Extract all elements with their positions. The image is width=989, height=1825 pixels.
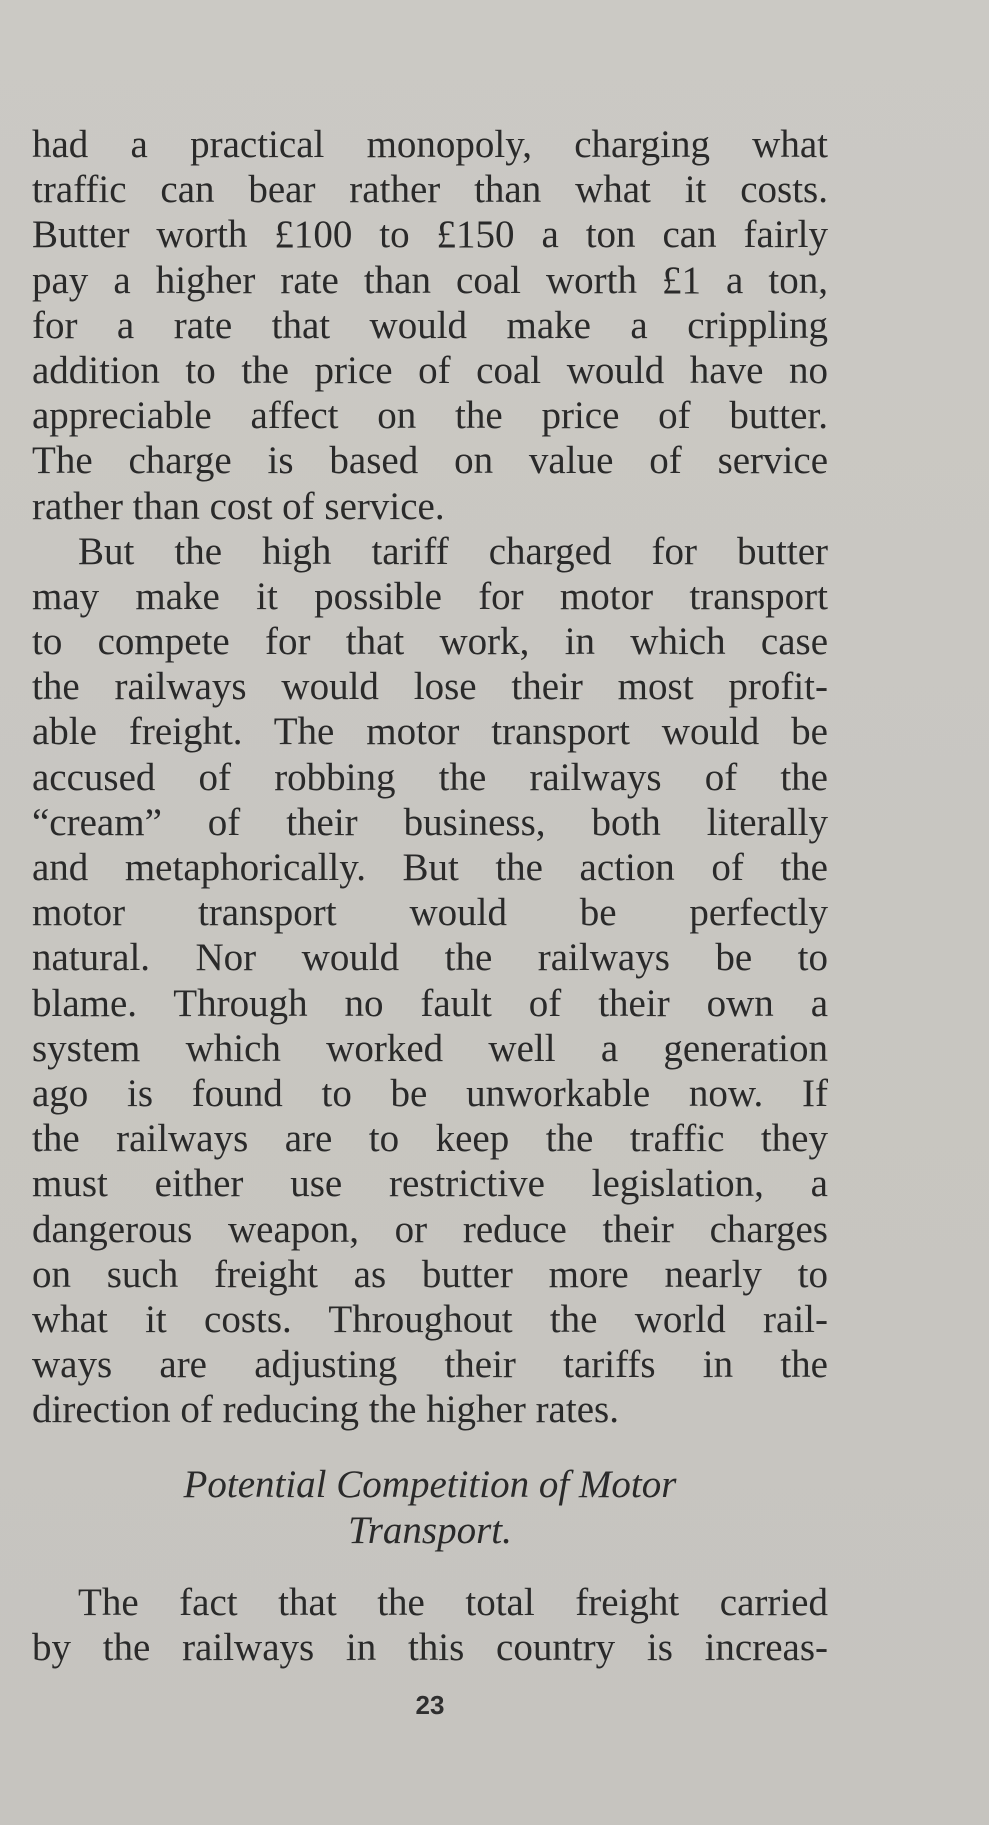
text-line: had a practical monopoly, charging what: [32, 123, 828, 166]
text-line: the railways would lose their most profit-: [32, 665, 828, 709]
section-heading-line: Transport.: [348, 1509, 512, 1552]
text-line: able freight. The motor transport would be: [32, 710, 828, 754]
text-line: accused of robbing the railways of the: [32, 755, 828, 799]
text-line: The charge is based on value of service: [32, 439, 828, 483]
text-line: to compete for that work, in which case: [32, 620, 828, 664]
text-line: direction of reducing the higher rates.: [32, 1388, 619, 1432]
text-line: dangerous weapon, or reduce their charges: [32, 1207, 828, 1251]
text-line: must either use restrictive legislation, a: [32, 1162, 828, 1206]
section-heading-line: Potential Competition of Motor: [183, 1463, 677, 1506]
text-line: and metaphorically. But the action of the: [32, 846, 828, 889]
text-line: appreciable affect on the price of butter.: [32, 394, 828, 438]
text-line: motor transport would be perfectly: [32, 891, 828, 935]
text-line: ways are adjusting their tariffs in the: [32, 1343, 828, 1387]
text-line: Butter worth £100 to £150 a ton can fairly: [32, 213, 828, 257]
section-heading: [32, 1462, 828, 1554]
paragraph-1: [32, 122, 828, 1432]
text-line: on such freight as butter more nearly to: [32, 1252, 828, 1296]
text-line: traffic can bear rather than what it costs.: [32, 168, 828, 212]
text-line: by the railways in this country is increas-: [32, 1626, 828, 1670]
text-line: what it costs. Throughout the world rail-: [32, 1297, 828, 1341]
text-line: The fact that the total freight carried: [78, 1581, 828, 1624]
text-line: But the high tariff charged for butter: [78, 529, 828, 573]
text-line: addition to the price of coal would have no: [32, 348, 828, 392]
text-line: the railways are to keep the traffic they: [32, 1117, 828, 1161]
text-line: for a rate that would make a crippling: [32, 303, 828, 347]
text-line: ago is found to be unworkable now. If: [32, 1071, 828, 1115]
text-line: rather than cost of service.: [32, 484, 445, 528]
paragraph-3: [32, 1580, 828, 1670]
text-line: “cream” of their business, both literally: [32, 800, 828, 844]
text-line: may make it possible for motor transport: [32, 574, 828, 618]
text-line: natural. Nor would the railways be to: [32, 936, 828, 980]
text-line: pay a higher rate than coal worth £1 a ton,: [32, 258, 828, 302]
text-line: blame. Through no fault of their own a: [32, 981, 828, 1025]
text-line: system which worked well a generation: [32, 1026, 828, 1070]
page-number: 23: [415, 1690, 445, 1720]
